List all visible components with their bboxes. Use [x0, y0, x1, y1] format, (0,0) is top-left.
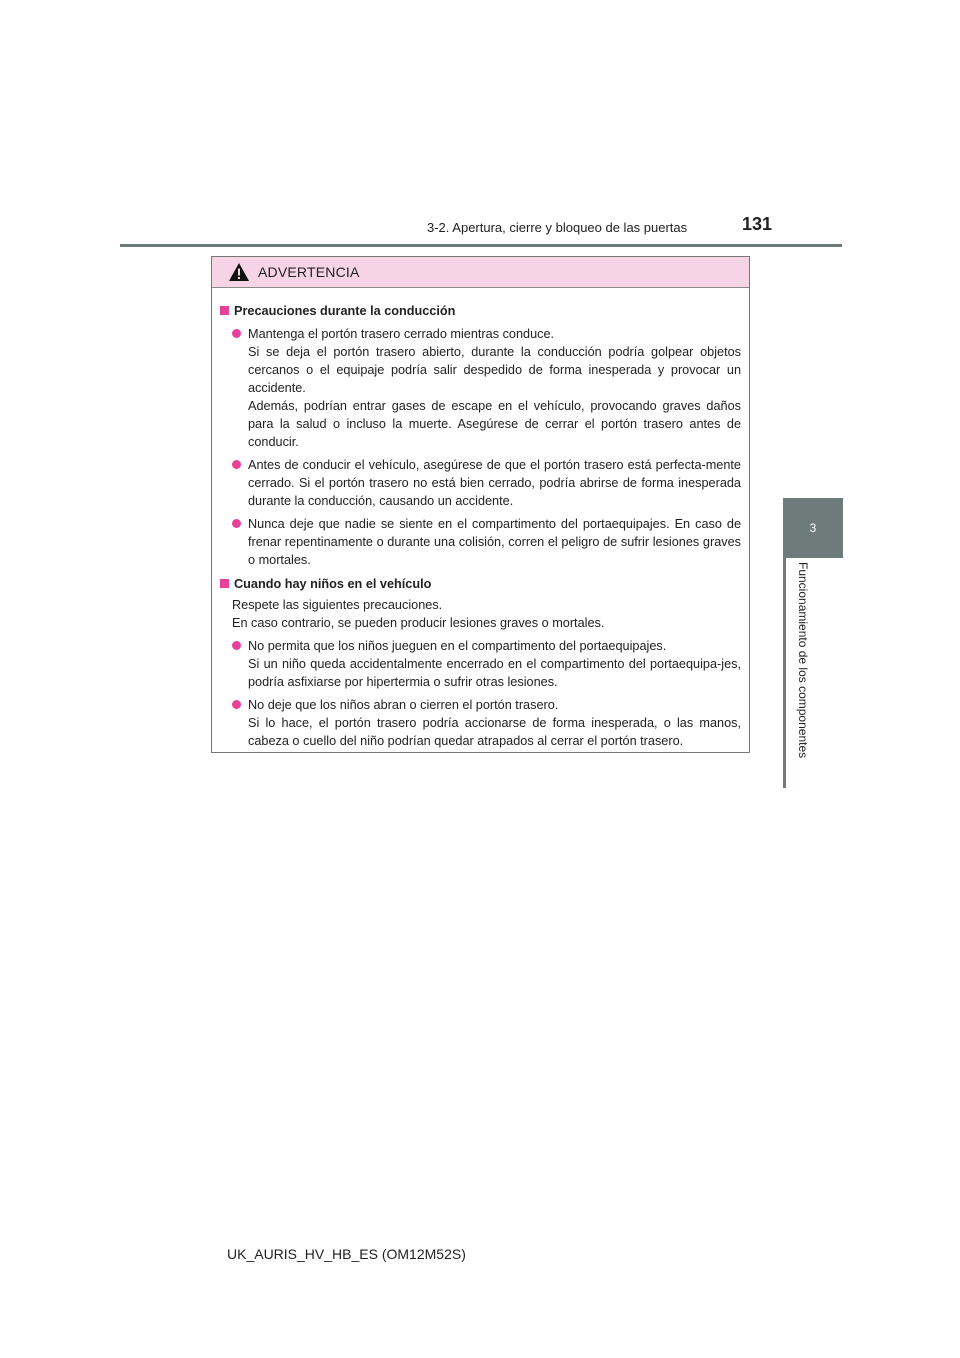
section-header: 3-2. Apertura, cierre y bloqueo de las puertas — [427, 220, 688, 235]
warning-title: ADVERTENCIA — [258, 264, 360, 280]
bullet-line: No permita que los niños jueguen en el compartimento del portaequipajes. — [248, 639, 667, 653]
section-intro: Respete las siguientes precauciones. En caso contrario, se pueden producir lesiones graves o mortales. — [232, 598, 605, 630]
warning-triangle-icon — [228, 262, 250, 282]
warning-header — [212, 257, 749, 288]
list-item — [220, 637, 741, 691]
square-bullet-icon — [220, 579, 229, 588]
list-item — [220, 696, 741, 750]
warning-body — [212, 288, 749, 750]
bullet-line: Antes de conducir el vehículo, asegúrese de que el portón trasero está perfecta-mente cerrado. Si el portón trasero no está bien cerrado, podría abrirse de forma inesperada durante la conducción, causando un accidente. — [248, 458, 741, 508]
list-item — [220, 456, 741, 510]
bullet-dot-icon — [232, 519, 241, 528]
bullet-line: Nunca deje que nadie se siente en el compartimento del portaequipajes. En caso de frenar repentinamente o durante una colisión, corren el peligro de sufrir lesiones graves o mortales. — [248, 517, 741, 567]
bullet-line: Además, podrían entrar gases de escape en el vehículo, provocando graves daños para la salud o incluso la muerte. Asegúrese de cerrar el portón trasero antes de conducir. — [248, 399, 741, 449]
header-rule — [120, 244, 842, 247]
bullet-line: Si lo hace, el portón trasero podría accionarse de forma inesperada, o las manos, cabeza o cuello del niño podrían quedar atrapados al cerrar el portón trasero. — [248, 716, 741, 748]
bullet-dot-icon — [232, 700, 241, 709]
bullet-line: Mantenga el portón trasero cerrado mientras conduce. — [248, 327, 555, 341]
section-heading: Cuando hay niños en el vehículo — [220, 575, 741, 593]
chapter-number: 3 — [809, 521, 817, 535]
chapter-label: Funcionamiento de los componentes — [796, 562, 810, 759]
chapter-tab-line — [783, 558, 786, 788]
page-number: 131 — [742, 214, 773, 234]
chapter-label-container — [792, 562, 810, 782]
bullet-dot-icon — [232, 641, 241, 650]
bullet-dot-icon — [232, 329, 241, 338]
warning-section — [220, 575, 741, 750]
bullet-line: Si un niño queda accidentalmente encerrado en el compartimento del portaequipa-jes, podría asfixiarse por hipertermia o sufrir otras lesiones. — [248, 657, 741, 689]
square-bullet-icon — [220, 306, 229, 315]
bullet-line: Si se deja el portón trasero abierto, durante la conducción podría golpear objetos cercanos o el equipaje podría salir despedido de forma inesperada y provocar un accidente. — [248, 345, 741, 395]
section-heading: Precauciones durante la conducción — [220, 302, 741, 320]
warning-section — [220, 302, 741, 569]
list-item — [220, 325, 741, 451]
list-item — [220, 515, 741, 569]
bullet-line: No deje que los niños abran o cierren el portón trasero. — [248, 698, 559, 712]
document-code: UK_AURIS_HV_HB_ES (OM12M52S) — [227, 1246, 466, 1262]
chapter-tab — [783, 498, 843, 558]
bullet-dot-icon — [232, 460, 241, 469]
warning-box — [211, 256, 750, 753]
